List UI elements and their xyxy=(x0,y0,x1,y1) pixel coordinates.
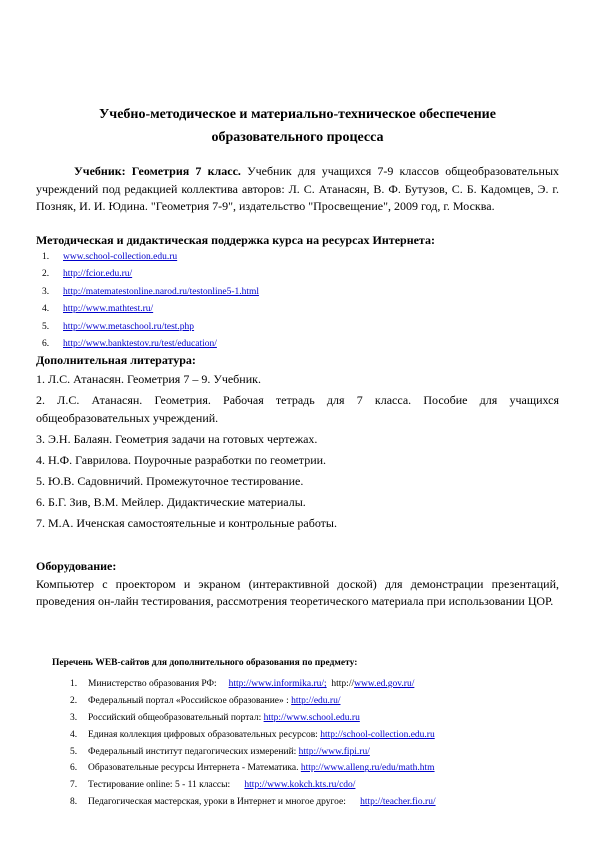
internet-links-list xyxy=(36,249,259,353)
list-item: 5. Федеральный институт педагогических измерений: http://www.fipi.ru/ xyxy=(70,746,370,757)
list-item: 5. http://www.metaschool.ru/test.php xyxy=(42,321,195,332)
link-school-edu[interactable]: http://www.school.edu.ru xyxy=(263,712,360,723)
literature-item: 4. Н.Ф. Гаврилова. Поурочные разработки по геометрии. xyxy=(36,452,327,467)
link-school-collection-2[interactable]: http://school-collection.edu.ru xyxy=(320,729,435,740)
list-item: 3. Российский общеобразовательный портал: http://www.school.edu.ru xyxy=(70,712,360,723)
title-line-2: образовательного процесса xyxy=(211,130,384,145)
textbook-paragraph xyxy=(36,163,559,216)
list-item: 2. http://fcior.edu.ru/ xyxy=(42,269,133,280)
literature-item: 6. Б.Г. Зив, В.М. Мейлер. Дидактические материалы. xyxy=(36,494,306,509)
link-matematestonline[interactable]: http://matematestonline.narod.ru/testonline5-1.html xyxy=(63,286,260,297)
literature-item: 7. М.А. Иченская самостоятельные и контрольные работы. xyxy=(36,515,337,530)
link-edu-ru[interactable]: http://edu.ru/ xyxy=(291,695,341,706)
literature-item: 3. Э.Н. Балаян. Геометрия задачи на готовых чертежах. xyxy=(36,431,318,446)
equipment-heading: Оборудование: xyxy=(36,559,117,573)
link-informika[interactable]: http://www.informika.ru/; xyxy=(228,679,327,689)
literature-list xyxy=(36,371,559,532)
equipment-text: Компьютер с проектором и экраном (интерактивной доской) для демонстрации презентаций, проведения он-лайн тестирования, рассмотрения теоретического материала при использовании ЦОР. xyxy=(36,577,559,608)
link-teacher-fio[interactable]: http://teacher.fio.ru/ xyxy=(360,797,436,808)
document-title xyxy=(36,103,559,149)
list-item: 7. Тестирование online: 5 - 11 классы: http://www.kokch.kts.ru/cdo/ xyxy=(70,780,356,791)
list-item: 1. www.school-collection.edu.ru xyxy=(42,252,178,262)
link-fipi[interactable]: http://www.fipi.ru/ xyxy=(298,746,370,757)
link-fcior[interactable]: http://fcior.edu.ru/ xyxy=(63,269,133,280)
title-line-1: Учебно-методическое и материально-техническое обеспечение xyxy=(99,107,496,122)
literature-item: 1. Л.С. Атанасян. Геометрия 7 – 9. Учебник. xyxy=(36,372,261,386)
list-item: 3. http://matematestonline.narod.ru/testonline5-1.html xyxy=(42,286,260,297)
list-item: 4. Единая коллекция цифровых образовательных ресурсов: http://school-collection.edu.ru xyxy=(70,729,435,740)
link-mathtest[interactable]: http://www.mathtest.ru/ xyxy=(63,304,154,315)
literature-item: 2. Л.С. Атанасян. Геометрия. Рабочая тетрадь для 7 класса. Пособие для учащихся общеобразовательных учреждений. xyxy=(36,393,559,425)
list-item: 1. Министерство образования РФ: http://www.informika.ru/; http://www.ed.gov.ru/ xyxy=(70,679,415,689)
list-item: 6. Образовательные ресурсы Интернета - Математика. http://www.alleng.ru/edu/math.htm xyxy=(70,763,435,774)
literature-item: 5. Ю.В. Садовничий. Промежуточное тестирование. xyxy=(36,473,304,488)
list-item: 4. http://www.mathtest.ru/ xyxy=(42,304,154,315)
list-item: 8. Педагогическая мастерская, уроки в Интернет и многое другое: http://teacher.fio.ru/ xyxy=(70,797,436,808)
link-metaschool[interactable]: http://www.metaschool.ru/test.php xyxy=(63,321,195,332)
link-banktestov[interactable]: http://www.banktestov.ru/test/education/ xyxy=(63,338,217,349)
link-school-collection[interactable]: www.school-collection.edu.ru xyxy=(63,252,178,262)
literature-heading: Дополнительная литература: xyxy=(36,353,196,367)
list-item: 2. Федеральный портал «Российское образование» : http://edu.ru/ xyxy=(70,695,341,706)
web-sites-heading: Перечень WEB-сайтов для дополнительного образования по предмету: xyxy=(52,658,358,668)
link-ed-gov[interactable]: www.ed.gov.ru/ xyxy=(354,679,415,689)
textbook-label: Учебник: Геометрия 7 класс. xyxy=(74,164,241,178)
web-sites-list xyxy=(70,676,436,811)
textbook-text: Учебник для учащихся 7-9 классов общеобразовательных учреждений под редакцией коллектива авторов: Л. С. Атанасян, В. Ф. Бутузов, С. Б. Кадомцев, Э. г. Позняк, И. И. Юдина. "Геометрия 7-9", издательство "Просвещение", 2009 год, г. Москва. xyxy=(36,164,560,213)
link-kokch[interactable]: http://www.kokch.kts.ru/cdo/ xyxy=(244,780,356,791)
internet-support-heading: Методическая и дидактическая поддержка курса на ресурсах Интернета: xyxy=(36,233,435,247)
link-alleng[interactable]: http://www.alleng.ru/edu/math.htm xyxy=(300,763,435,774)
list-item: 6. http://www.banktestov.ru/test/education/ xyxy=(42,338,217,349)
